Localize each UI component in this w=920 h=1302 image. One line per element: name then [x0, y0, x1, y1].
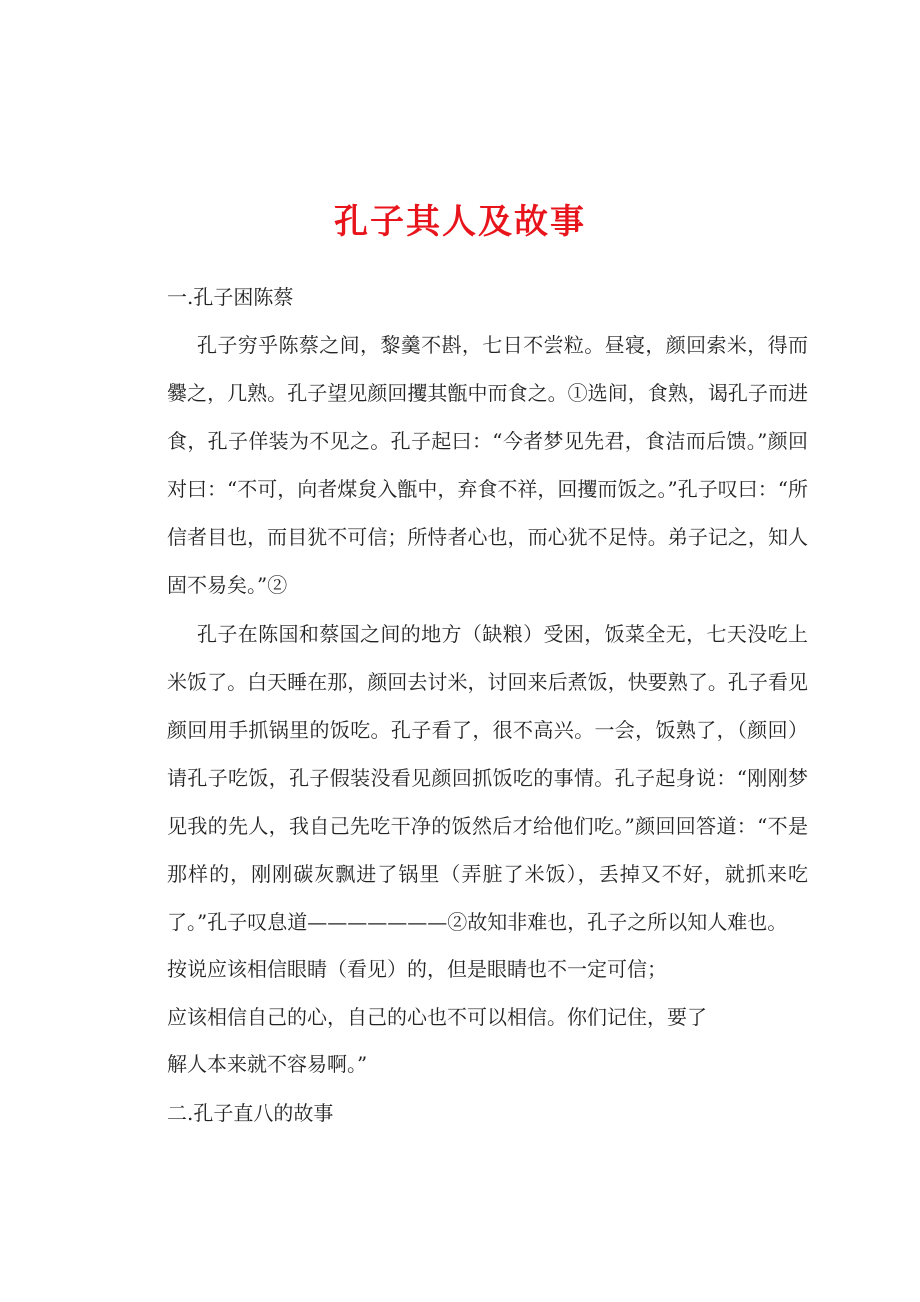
document-title: 孔子其人及故事 — [334, 202, 586, 242]
section-heading-2: 二.孔子直八的故事 — [167, 1101, 334, 1125]
paragraph-2-line: 米饭了。白天睡在那，颜回去讨米，讨回来后煮饭，快要熟了。孔子看见 — [167, 670, 808, 694]
paragraph-3-line: 应该相信自己的心，自己的心也不可以相信。你们记住，要了 — [167, 1005, 707, 1029]
paragraph-1-line: 信者目也，而目犹不可信；所恃者心也，而心犹不足恃。弟子记之，知人 — [167, 525, 808, 549]
paragraph-2-line: 了。”孔子叹息道———————②故知非难也，孔子之所以知人难也。 — [167, 910, 788, 934]
paragraph-3-line: 解人本来就不容易啊。” — [167, 1052, 368, 1076]
paragraph-2-line: 那样的，刚刚碳灰飘进了锅里（弄脏了米饭），丢掉又不好，就抓来吃 — [167, 862, 808, 886]
paragraph-2-line: 颜回用手抓锅里的饭吃。孔子看了，很不高兴。一会，饭熟了，（颜回） — [167, 718, 808, 742]
paragraph-1-line: 孔子穷乎陈蔡之间，黎羹不斟，七日不尝粒。昼寝，颜回索米，得而 — [197, 333, 808, 357]
paragraph-2-line: 请孔子吃饭，孔子假装没看见颜回抓饭吃的事情。孔子起身说：“刚刚梦 — [167, 766, 808, 790]
paragraph-2-line: 孔子在陈国和蔡国之间的地方（缺粮）受困，饭菜全无，七天没吃上 — [197, 622, 808, 646]
paragraph-1-line: 对曰：“不可，向者煤炱入甑中，弃食不祥，回攫而饭之。”孔子叹曰：“所 — [167, 477, 808, 501]
paragraph-1-line: 固不易矣。”② — [167, 573, 288, 597]
section-heading-1: 一.孔子困陈蔡 — [167, 285, 294, 309]
paragraph-2-line: 见我的先人，我自己先吃干净的饭然后才给他们吃。”颜回回答道：“不是 — [167, 814, 808, 838]
paragraph-1-line: 食，孔子佯装为不见之。孔子起曰：“今者梦见先君，食洁而后馈。”颜回 — [167, 429, 808, 453]
paragraph-3-line: 按说应该相信眼睛（看见）的，但是眼睛也不一定可信； — [167, 957, 667, 981]
paragraph-1-line: 爨之，几熟。孔子望见颜回攫其甑中而食之。①选间，食熟，谒孔子而进 — [167, 381, 808, 405]
